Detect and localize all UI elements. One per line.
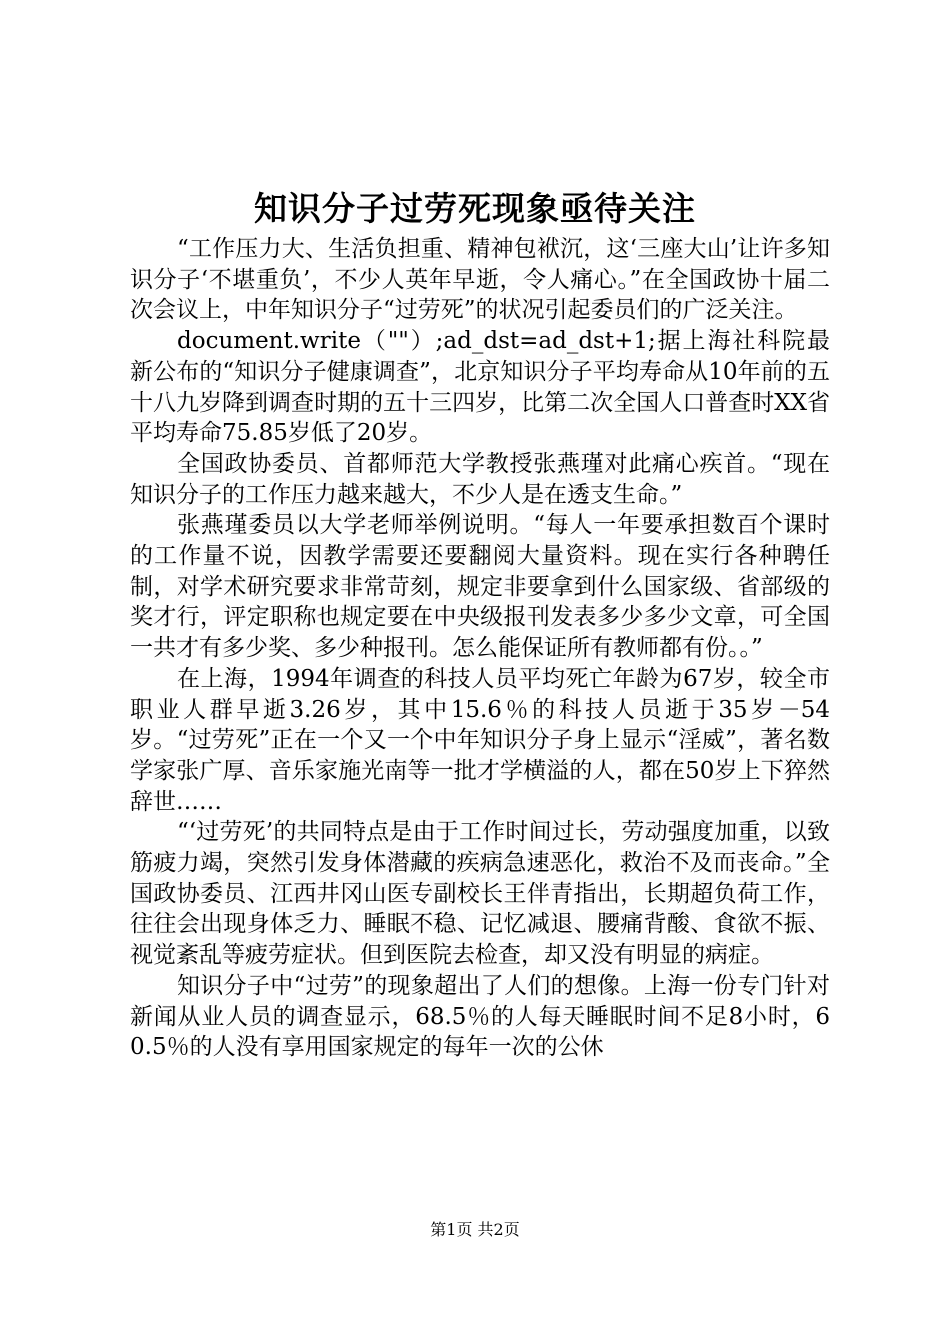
paragraph-1: “工作压力大、生活负担重、精神包袱沉，这‘三座大山’让许多知识分子‘不堪重负’，不少人英年早逝，令人痛心。”在全国政协十届二次会议上，中年知识分子“过劳死”的状况引起委员们的广泛关注。 <box>130 236 830 324</box>
paragraph-2: document.write（""）;ad_dst=ad_dst+1;据上海社科院最新公布的“知识分子健康调查”，北京知识分子平均寿命从10年前的五十八九岁降到调查时期的五十三四岁，比第二次全国人口普查时XX省平均寿命75.85岁低了20岁。 <box>130 328 830 447</box>
page-footer: 第1页 共2页 <box>430 1220 520 1239</box>
paragraph-4: 张燕瑾委员以大学老师举例说明。“每人一年要承担数百个课时的工作量不说，因教学需要还要翻阅大量资料。现在实行各种聘任制，对学术研究要求非常苛刻，规定非要拿到什么国家级、省部级的奖才行，评定职称也规定要在中央级报刊发表多少多少文章，可全国一共才有多少奖、多少种报刊。怎么能保证所有教师都有份。。” <box>130 512 830 662</box>
paragraph-5: 在上海，1994年调查的科技人员平均死亡年龄为67岁，较全市职业人群早逝3.26岁，其中15.6％的科技人员逝于35岁－54岁。“过劳死”正在一个又一个中年知识分子身上显示“淫威”，著名数学家张广厚、音乐家施光南等一批才学横溢的人，都在50岁上下猝然辞世…… <box>130 665 830 815</box>
paragraph-6: “‘过劳死’的共同特点是由于工作时间过长，劳动强度加重，以致筋疲力竭，突然引发身体潜藏的疾病急速恶化，救治不及而丧命。”全国政协委员、江西井冈山医专副校长王伴青指出，长期超负荷工作，往往会出现身体乏力、睡眠不稳、记忆减退、腰痛背酸、食欲不振、视觉紊乱等疲劳症状。但到医院去检查，却又没有明显的病症。 <box>130 819 830 969</box>
document-body <box>130 234 830 1063</box>
paragraph-7: 知识分子中“过劳”的现象超出了人们的想像。上海一份专门针对新闻从业人员的调查显示，68.5％的人每天睡眠时间不足8小时，60.5％的人没有享用国家规定的每年一次的公休 <box>130 972 830 1061</box>
paragraph-3: 全国政协委员、首都师范大学教授张燕瑾对此痛心疾首。“现在知识分子的工作压力越来越大，不少人是在透支生命。” <box>130 450 830 508</box>
document-title: 知识分子过劳死现象亟待关注 <box>254 189 696 228</box>
